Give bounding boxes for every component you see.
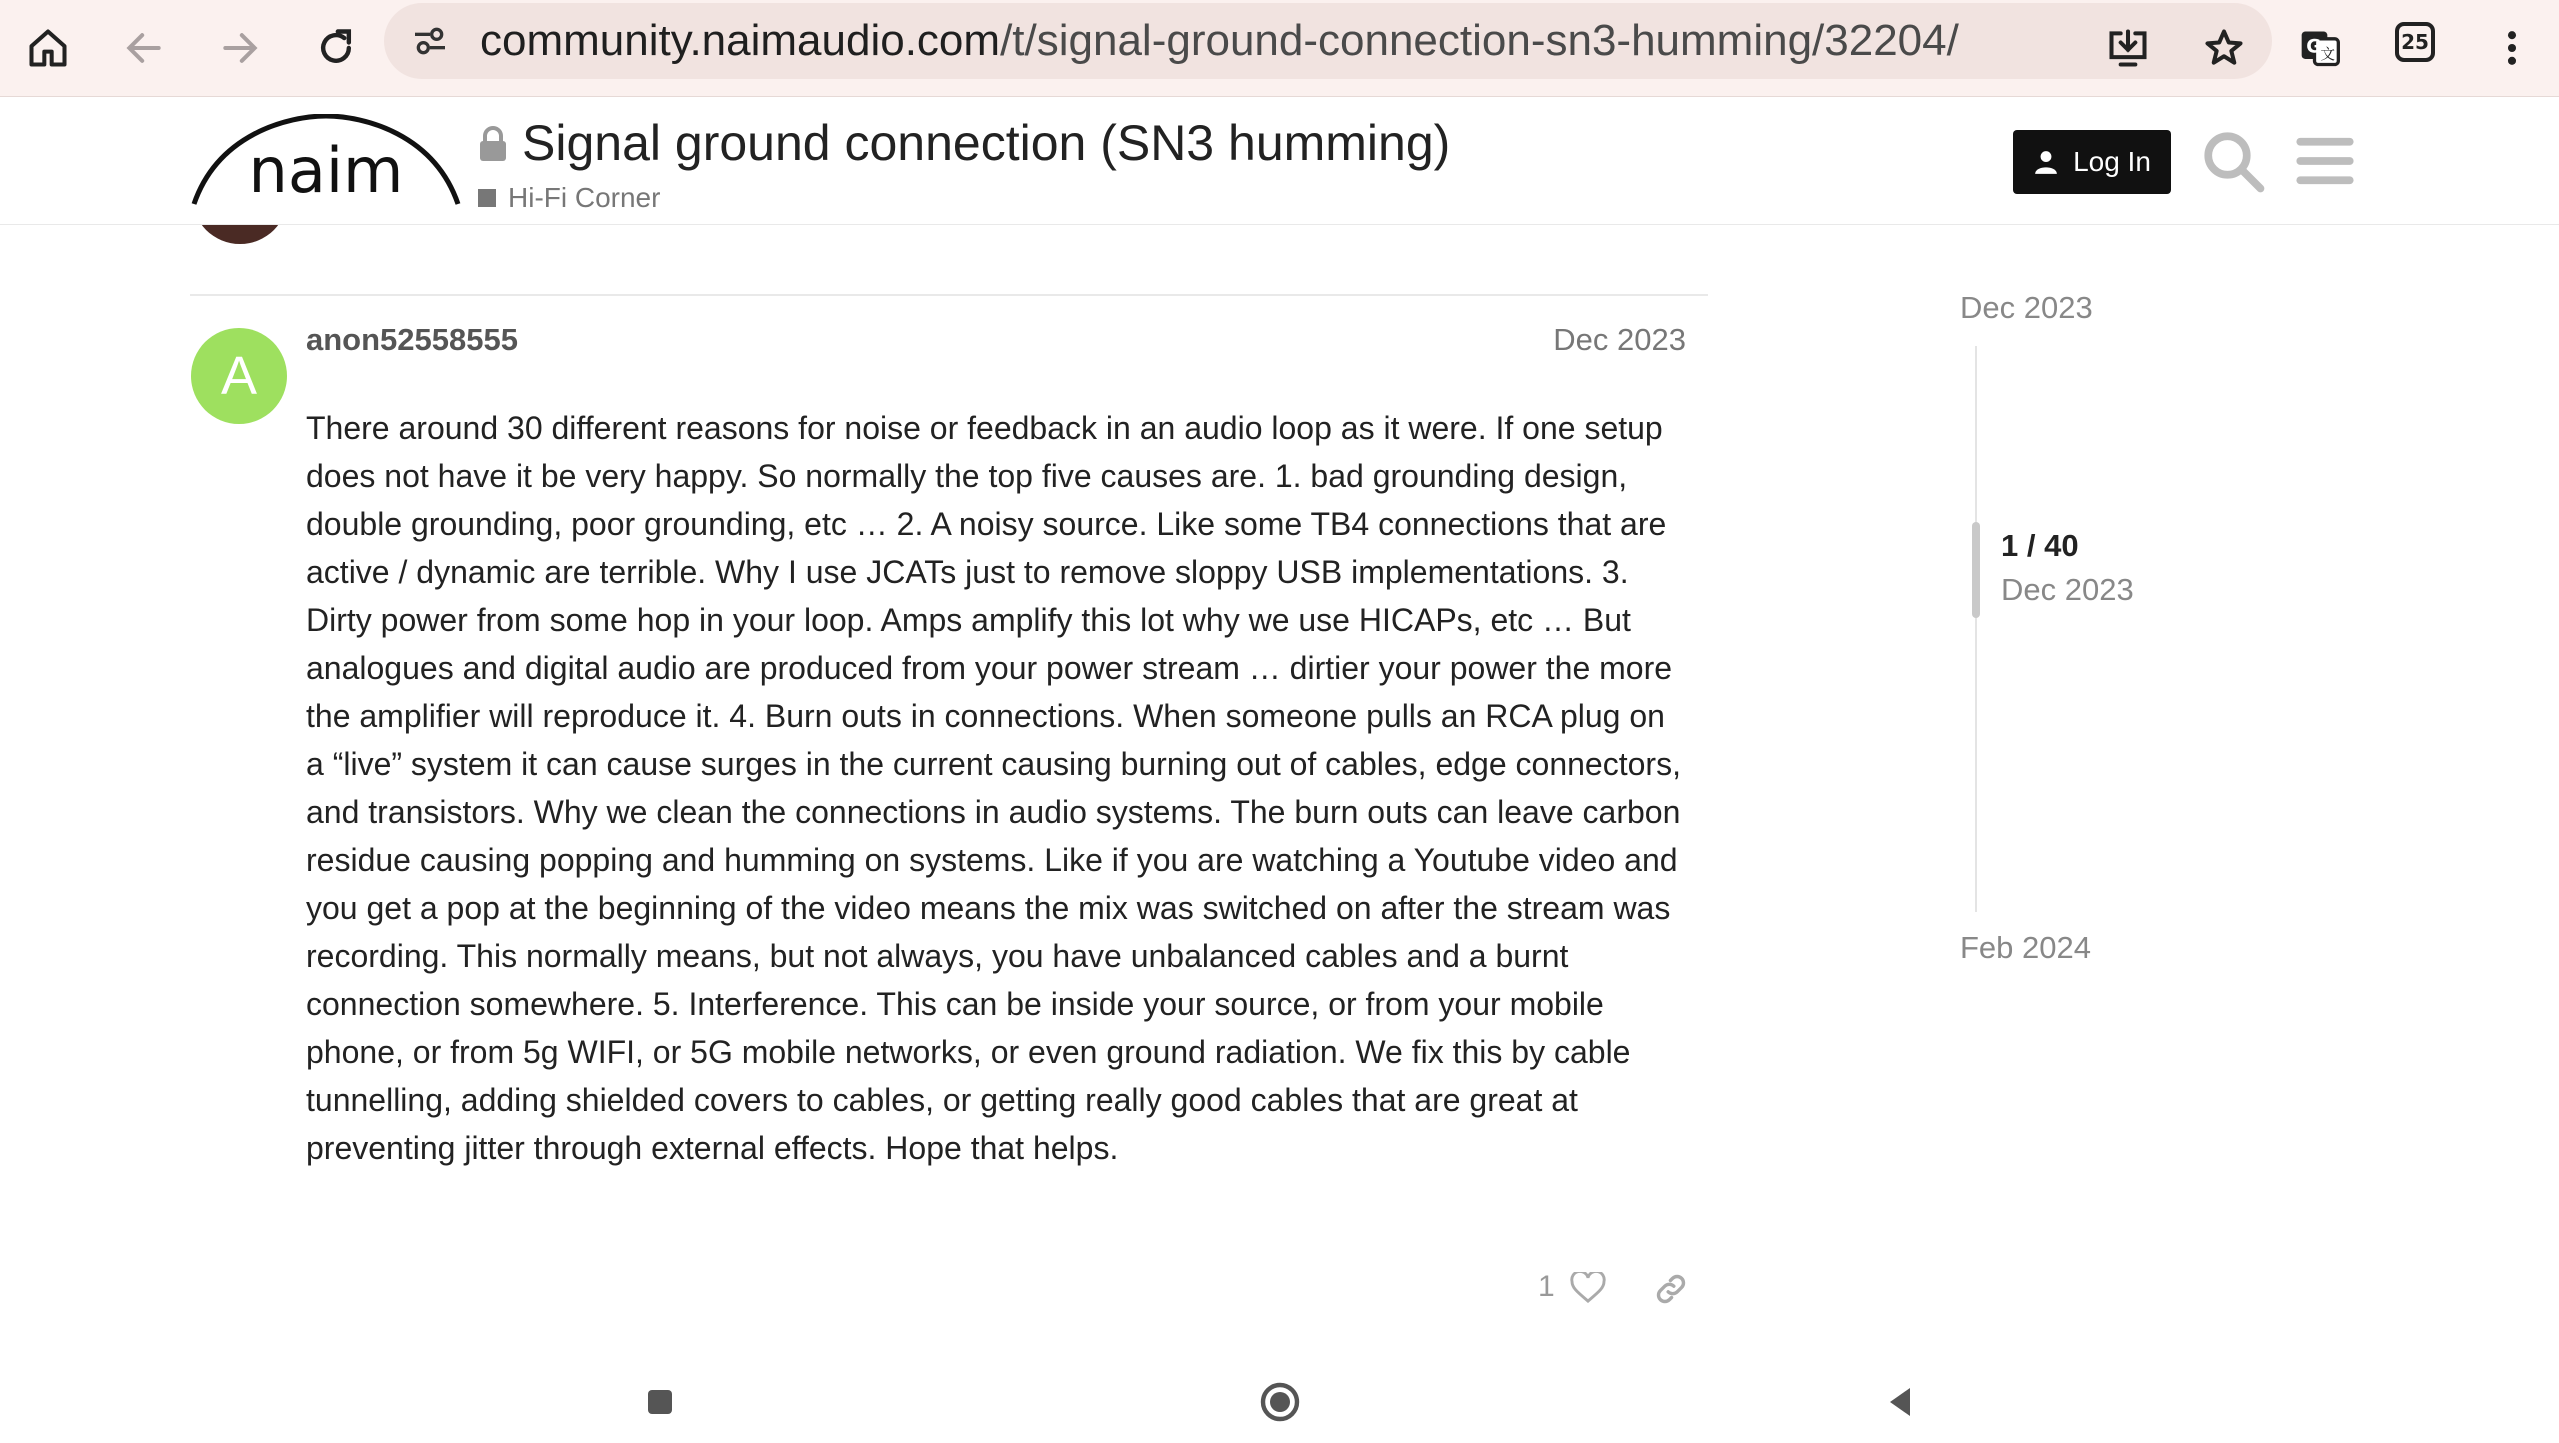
browser-toolbar [0, 0, 2559, 97]
url-host: community.naimaudio.com [480, 16, 1001, 65]
post-username[interactable]: anon52558555 [306, 322, 518, 357]
back-icon[interactable] [112, 16, 176, 80]
lock-icon [478, 126, 508, 162]
user-icon [2033, 149, 2059, 175]
logo-text: naim [248, 134, 404, 207]
post-date[interactable]: Dec 2023 [1553, 322, 1686, 357]
login-button[interactable] [2013, 130, 2171, 194]
timeline-rail[interactable] [1975, 346, 1977, 912]
avatar[interactable]: A [191, 328, 287, 424]
category-badge[interactable] [478, 182, 660, 214]
category-swatch [478, 189, 496, 207]
like-count[interactable]: 1 [1538, 1270, 1555, 1303]
link-icon[interactable] [1654, 1272, 1688, 1306]
recents-icon[interactable] [636, 1378, 684, 1426]
topic-title[interactable]: Signal ground connection (SN3 humming) [522, 115, 1451, 171]
post-body: There around 30 different reasons for noise or feedback in an audio loop as it were. If one setup does not have it be very happy. So normally the top five causes are. 1. bad grounding design, double grounding, poor grounding, etc … 2. A noisy source. Like some TB4 connections that are active / dynamic are terrible. Why I use JCATs just to remove sloppy USB implementations. 3. Dirty power from some hop in your loop. Amps amplify this lot why we use HICAPs, etc … But analogues and digital audio are produced from your power stream … dirtier your power the more the amplifier will reproduce it. 4. Burn outs in connections. When someone pulls an RCA plug on a “live” system it can cause surges in the current causing burning out of cables, edge connectors, and transistors. Why we clean the connections in audio systems. The burn outs can leave carbon residue causing popping and humming on systems. Like if you are watching a Youtube video and you get a pop at the beginning of the video means the mix was switched on after the stream was recording. This normally means, but not always, you have unbalanced cables and a burnt connection somewhere. 5. Interference. This can be inside your source, or from your mobile phone, or from 5g WIFI, or 5G mobile networks, or even ground radiation. We fix this by cable tunnelling, adding shielded covers to cables, or getting really good cables that are great at preventing jitter through external effects. Hope that helps. [306, 410, 1681, 1166]
back-icon[interactable] [1876, 1378, 1924, 1426]
tab-switcher-icon[interactable]: 25 [2395, 22, 2435, 62]
more-menu-icon[interactable] [2480, 16, 2544, 80]
post-divider [190, 294, 1708, 296]
timeline-end-date[interactable]: Feb 2024 [1960, 930, 2091, 965]
url-path: /t/signal-ground-connection-sn3-humming/32204/ [1000, 16, 1959, 65]
forward-icon[interactable] [208, 16, 272, 80]
search-icon[interactable] [2200, 128, 2266, 194]
svg-text:G: G [2306, 36, 2322, 58]
timeline-position: 1 / 40 [2001, 528, 2079, 563]
site-info-icon[interactable] [410, 21, 450, 61]
naim-logo[interactable] [188, 114, 464, 214]
site-header [0, 98, 2559, 225]
hamburger-menu-icon[interactable] [2292, 128, 2358, 194]
timeline-start-date[interactable]: Dec 2023 [1960, 290, 2093, 325]
home-icon[interactable] [1256, 1378, 1304, 1426]
timeline-handle[interactable] [1972, 522, 1980, 618]
login-label: Log In [2073, 146, 2151, 177]
timeline-current-date: Dec 2023 [2001, 572, 2134, 607]
post-actions [1520, 1266, 1690, 1314]
reload-icon[interactable] [304, 16, 368, 80]
url-text[interactable] [480, 15, 2242, 67]
install-app-icon[interactable] [2096, 16, 2160, 80]
translate-icon[interactable] [2288, 16, 2352, 80]
home-icon[interactable] [16, 16, 80, 80]
svg-text:文: 文 [2320, 46, 2336, 63]
bookmark-star-icon[interactable] [2192, 16, 2256, 80]
heart-icon[interactable] [1570, 1272, 1606, 1304]
android-nav-bar [0, 1360, 2559, 1443]
category-name: Hi-Fi Corner [508, 182, 661, 213]
address-bar[interactable] [384, 3, 2272, 79]
